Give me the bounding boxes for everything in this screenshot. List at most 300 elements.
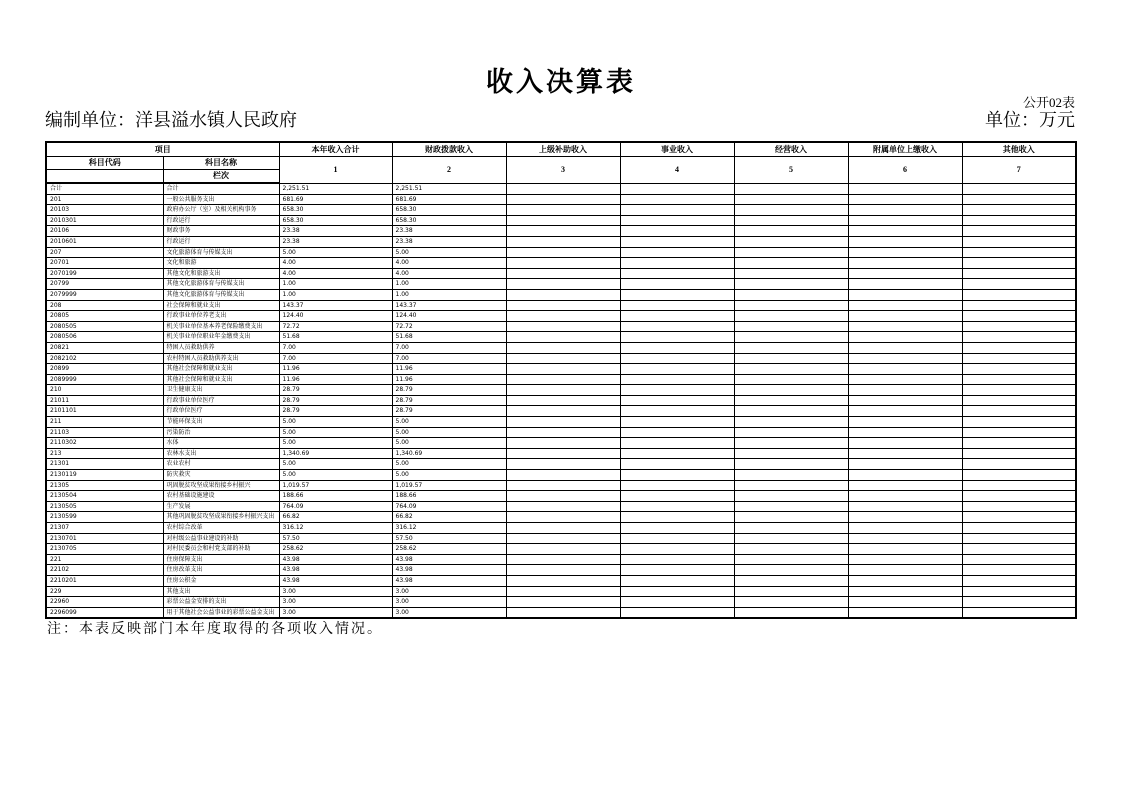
value-cell: 5.00 (392, 417, 506, 428)
table-row (46, 459, 1076, 470)
value-cell (506, 501, 620, 512)
value-cell: 1.00 (392, 279, 506, 290)
subject-name-cell: 农村综合改革 (163, 523, 279, 534)
value-cell: 764.09 (392, 501, 506, 512)
value-cell: 764.09 (279, 501, 392, 512)
subject-code-cell: 208 (46, 300, 163, 311)
meta-row (45, 106, 1075, 132)
value-cell (734, 321, 848, 332)
value-cell (962, 183, 1076, 194)
value-cell (734, 470, 848, 481)
value-cell (848, 258, 962, 269)
value-cell: 1.00 (279, 289, 392, 300)
subject-code-cell: 20805 (46, 311, 163, 322)
table-row (46, 554, 1076, 565)
value-cell: 7.00 (279, 353, 392, 364)
subject-name-cell: 农村基础设施建设 (163, 491, 279, 502)
value-cell (506, 554, 620, 565)
value-cell (848, 364, 962, 375)
value-cell (848, 385, 962, 396)
value-cell (848, 215, 962, 226)
value-cell: 2,251.51 (392, 183, 506, 194)
value-cell (620, 406, 734, 417)
value-cell: 28.79 (392, 406, 506, 417)
table-row (46, 215, 1076, 226)
table-row (46, 321, 1076, 332)
value-cell (734, 311, 848, 322)
value-cell: 57.50 (392, 533, 506, 544)
value-cell (734, 491, 848, 502)
table-row (46, 512, 1076, 523)
header-row-subtitles (46, 157, 1076, 170)
value-cell (506, 575, 620, 586)
value-cell (734, 586, 848, 597)
value-cell (506, 438, 620, 449)
value-cell: 7.00 (392, 353, 506, 364)
table-row (46, 523, 1076, 534)
value-cell (506, 523, 620, 534)
value-cell (620, 332, 734, 343)
subject-code-cell: 221 (46, 554, 163, 565)
subject-code-cell: 2010601 (46, 236, 163, 247)
value-cell (620, 512, 734, 523)
value-cell (962, 332, 1076, 343)
subject-code-cell: 201 (46, 194, 163, 205)
subject-code-cell: 20799 (46, 279, 163, 290)
subject-code-cell: 21103 (46, 427, 163, 438)
value-cell (848, 607, 962, 618)
header-col-3: 3 (506, 157, 620, 184)
header-lanci: 栏次 (163, 170, 279, 184)
subject-name-cell: 特困人员救助供养 (163, 342, 279, 353)
value-cell: 66.82 (392, 512, 506, 523)
subject-name-cell: 文化旅游体育与传媒支出 (163, 247, 279, 258)
header-operational-income: 事业收入 (620, 142, 734, 157)
value-cell (506, 258, 620, 269)
value-cell (848, 194, 962, 205)
value-cell: 658.30 (392, 205, 506, 216)
value-cell (734, 554, 848, 565)
value-cell: 66.82 (279, 512, 392, 523)
header-fiscal-appropriation-income: 财政拨款收入 (392, 142, 506, 157)
value-cell (734, 427, 848, 438)
value-cell (734, 459, 848, 470)
value-cell (962, 470, 1076, 481)
value-cell (734, 342, 848, 353)
value-cell (962, 311, 1076, 322)
value-cell (962, 533, 1076, 544)
table-row (46, 501, 1076, 512)
table-row (46, 247, 1076, 258)
subject-code-cell: 2101101 (46, 406, 163, 417)
value-cell: 143.37 (392, 300, 506, 311)
value-cell (734, 268, 848, 279)
value-cell (962, 554, 1076, 565)
value-cell: 51.68 (392, 332, 506, 343)
value-cell (620, 480, 734, 491)
value-cell: 188.66 (392, 491, 506, 502)
value-cell (506, 374, 620, 385)
value-cell (962, 417, 1076, 428)
value-cell (620, 364, 734, 375)
value-cell: 43.98 (392, 554, 506, 565)
value-cell (734, 607, 848, 618)
table-row (46, 258, 1076, 269)
table-number: 公开02表 (1022, 95, 1075, 110)
value-cell (848, 554, 962, 565)
table-row (46, 565, 1076, 576)
value-cell: 658.30 (279, 215, 392, 226)
table-row (46, 533, 1076, 544)
value-cell: 1,019.57 (279, 480, 392, 491)
value-cell: 4.00 (392, 268, 506, 279)
value-cell (734, 448, 848, 459)
value-cell: 57.50 (279, 533, 392, 544)
value-cell (506, 544, 620, 555)
value-cell (848, 523, 962, 534)
value-cell: 28.79 (392, 395, 506, 406)
table-row (46, 332, 1076, 343)
subject-name-cell: 其他文化旅游体育与传媒支出 (163, 289, 279, 300)
value-cell (620, 554, 734, 565)
header-project: 项目 (46, 142, 279, 157)
table-row (46, 607, 1076, 618)
subject-name-cell: 生产发展 (163, 501, 279, 512)
value-cell: 2,251.51 (279, 183, 392, 194)
value-cell (734, 438, 848, 449)
value-cell: 188.66 (279, 491, 392, 502)
value-cell (848, 501, 962, 512)
table-row (46, 364, 1076, 375)
value-cell (506, 459, 620, 470)
value-cell: 316.12 (279, 523, 392, 534)
value-cell (620, 183, 734, 194)
subject-code-cell: 2079999 (46, 289, 163, 300)
table-row (46, 491, 1076, 502)
value-cell (848, 586, 962, 597)
table-row (46, 268, 1076, 279)
value-cell: 43.98 (392, 565, 506, 576)
value-cell (734, 385, 848, 396)
value-cell (848, 236, 962, 247)
value-cell (962, 607, 1076, 618)
header-col-4: 4 (620, 157, 734, 184)
subject-code-cell: 2080505 (46, 321, 163, 332)
value-cell (734, 258, 848, 269)
value-cell (848, 247, 962, 258)
value-cell (962, 300, 1076, 311)
subject-code-cell: 2110302 (46, 438, 163, 449)
footnote: 注：本表反映部门本年度取得的各项收入情况。 (47, 622, 383, 637)
value-cell (962, 586, 1076, 597)
subject-code-cell: 20821 (46, 342, 163, 353)
value-cell: 28.79 (279, 385, 392, 396)
value-cell (962, 512, 1076, 523)
header-total-income: 本年收入合计 (279, 142, 392, 157)
subject-code-cell: 22102 (46, 565, 163, 576)
value-cell (734, 406, 848, 417)
value-cell: 258.62 (279, 544, 392, 555)
table-row (46, 205, 1076, 216)
subject-name-cell: 水体 (163, 438, 279, 449)
value-cell: 1,019.57 (392, 480, 506, 491)
subject-name-cell: 行政事业单位医疗 (163, 395, 279, 406)
value-cell (848, 597, 962, 608)
value-cell (506, 406, 620, 417)
value-cell (734, 395, 848, 406)
value-cell (620, 470, 734, 481)
value-cell (506, 470, 620, 481)
table-row (46, 300, 1076, 311)
value-cell (506, 353, 620, 364)
value-cell (506, 480, 620, 491)
value-cell: 5.00 (279, 417, 392, 428)
header-subordinate-unit-income: 附属单位上缴收入 (848, 142, 962, 157)
table-row (46, 586, 1076, 597)
value-cell (962, 523, 1076, 534)
value-cell (734, 194, 848, 205)
value-cell (848, 332, 962, 343)
value-cell (620, 544, 734, 555)
value-cell (506, 226, 620, 237)
value-cell (962, 427, 1076, 438)
header-subject-name: 科目名称 (163, 157, 279, 170)
table-row (46, 183, 1076, 194)
value-cell: 5.00 (279, 427, 392, 438)
value-cell: 72.72 (392, 321, 506, 332)
value-cell (620, 236, 734, 247)
header-row-groups (46, 142, 1076, 157)
value-cell: 124.40 (392, 311, 506, 322)
value-cell (962, 395, 1076, 406)
header-business-income: 经营收入 (734, 142, 848, 157)
value-cell (734, 417, 848, 428)
subject-name-cell: 住房改革支出 (163, 565, 279, 576)
subject-code-cell: 合计 (46, 183, 163, 194)
value-cell (620, 565, 734, 576)
subject-name-cell: 其他文化旅游体育与传媒支出 (163, 279, 279, 290)
value-cell (848, 448, 962, 459)
value-cell (734, 183, 848, 194)
subject-name-cell: 一般公共服务支出 (163, 194, 279, 205)
value-cell (620, 607, 734, 618)
subject-name-cell: 彩票公益金安排的支出 (163, 597, 279, 608)
table-row (46, 342, 1076, 353)
value-cell (734, 597, 848, 608)
value-cell: 28.79 (279, 395, 392, 406)
value-cell: 23.38 (279, 236, 392, 247)
value-cell (734, 289, 848, 300)
value-cell: 11.96 (279, 364, 392, 375)
value-cell (734, 501, 848, 512)
subject-code-cell: 2130701 (46, 533, 163, 544)
value-cell (848, 395, 962, 406)
subject-code-cell: 2080506 (46, 332, 163, 343)
value-cell (848, 342, 962, 353)
value-cell: 11.96 (279, 374, 392, 385)
value-cell (734, 575, 848, 586)
value-cell (962, 575, 1076, 586)
value-cell (962, 226, 1076, 237)
value-cell (506, 364, 620, 375)
value-cell (962, 544, 1076, 555)
header-col-2: 2 (392, 157, 506, 184)
value-cell (506, 321, 620, 332)
value-cell (848, 268, 962, 279)
value-cell (848, 300, 962, 311)
table-row (46, 417, 1076, 428)
value-cell (734, 279, 848, 290)
table-row (46, 279, 1076, 290)
value-cell (620, 575, 734, 586)
value-cell: 1,340.69 (392, 448, 506, 459)
page-title: 收入决算表 (486, 67, 636, 97)
value-cell (506, 194, 620, 205)
value-cell (848, 459, 962, 470)
value-cell (506, 342, 620, 353)
value-cell (962, 258, 1076, 269)
subject-name-cell: 对村级公益事业建设的补助 (163, 533, 279, 544)
subject-name-cell: 农村特困人员救助供养支出 (163, 353, 279, 364)
value-cell: 5.00 (392, 247, 506, 258)
subject-name-cell: 其他支出 (163, 586, 279, 597)
value-cell (620, 247, 734, 258)
header-superior-subsidy-income: 上级补助收入 (506, 142, 620, 157)
value-cell: 4.00 (392, 258, 506, 269)
value-cell (962, 279, 1076, 290)
value-cell (620, 459, 734, 470)
value-cell (506, 427, 620, 438)
value-cell: 23.38 (392, 226, 506, 237)
value-cell (848, 374, 962, 385)
value-cell (734, 523, 848, 534)
value-cell: 3.00 (279, 586, 392, 597)
value-cell: 124.40 (279, 311, 392, 322)
value-cell: 681.69 (392, 194, 506, 205)
value-cell: 1.00 (279, 279, 392, 290)
table-row (46, 406, 1076, 417)
table-row (46, 427, 1076, 438)
value-cell (506, 586, 620, 597)
value-cell (506, 279, 620, 290)
value-cell (848, 533, 962, 544)
subject-code-cell: 20106 (46, 226, 163, 237)
value-cell: 1.00 (392, 289, 506, 300)
value-cell: 23.38 (392, 236, 506, 247)
value-cell: 43.98 (392, 575, 506, 586)
value-cell (506, 395, 620, 406)
value-cell (620, 311, 734, 322)
value-cell (962, 353, 1076, 364)
value-cell (962, 459, 1076, 470)
value-cell (848, 565, 962, 576)
value-cell (962, 205, 1076, 216)
value-cell (848, 491, 962, 502)
value-cell (620, 491, 734, 502)
table-row (46, 544, 1076, 555)
value-cell (620, 501, 734, 512)
value-cell: 28.79 (392, 385, 506, 396)
value-cell: 4.00 (279, 258, 392, 269)
subject-name-cell: 合计 (163, 183, 279, 194)
income-final-accounts-table (45, 141, 1077, 619)
table-row (46, 374, 1076, 385)
value-cell: 11.96 (392, 364, 506, 375)
value-cell (506, 183, 620, 194)
value-cell: 3.00 (392, 607, 506, 618)
value-cell: 3.00 (392, 597, 506, 608)
subject-name-cell: 行政单位医疗 (163, 406, 279, 417)
subject-code-cell: 20103 (46, 205, 163, 216)
subject-name-cell: 行政事业单位养老支出 (163, 311, 279, 322)
value-cell (506, 565, 620, 576)
value-cell (620, 342, 734, 353)
value-cell: 316.12 (392, 523, 506, 534)
subject-code-cell: 210 (46, 385, 163, 396)
value-cell (506, 289, 620, 300)
value-cell: 5.00 (279, 459, 392, 470)
subject-code-cell: 2296099 (46, 607, 163, 618)
table-row (46, 480, 1076, 491)
table-row (46, 597, 1076, 608)
value-cell (962, 236, 1076, 247)
value-cell: 3.00 (279, 607, 392, 618)
table-row (46, 194, 1076, 205)
value-cell (734, 236, 848, 247)
value-cell (506, 448, 620, 459)
subject-code-cell: 22960 (46, 597, 163, 608)
table-row (46, 385, 1076, 396)
value-cell (734, 226, 848, 237)
value-cell: 3.00 (279, 597, 392, 608)
subject-code-cell: 2130505 (46, 501, 163, 512)
subject-code-cell: 21307 (46, 523, 163, 534)
subject-code-cell: 20701 (46, 258, 163, 269)
table-row (46, 438, 1076, 449)
value-cell (962, 268, 1076, 279)
value-cell (620, 417, 734, 428)
table-row (46, 395, 1076, 406)
subject-name-cell: 住房保障支出 (163, 554, 279, 565)
table-row (46, 575, 1076, 586)
subject-name-cell: 其他文化和旅游支出 (163, 268, 279, 279)
value-cell: 143.37 (279, 300, 392, 311)
value-cell (506, 607, 620, 618)
subject-code-cell: 229 (46, 586, 163, 597)
value-cell (620, 289, 734, 300)
value-cell (848, 544, 962, 555)
value-cell: 3.00 (392, 586, 506, 597)
value-cell (848, 311, 962, 322)
value-cell: 5.00 (392, 470, 506, 481)
table-row (46, 470, 1076, 481)
subject-code-cell: 21301 (46, 459, 163, 470)
subject-code-cell: 21305 (46, 480, 163, 491)
value-cell (620, 438, 734, 449)
value-cell (620, 533, 734, 544)
subject-name-cell: 政府办公厅（室）及相关机构事务 (163, 205, 279, 216)
value-cell (620, 448, 734, 459)
value-cell (620, 268, 734, 279)
value-cell (962, 289, 1076, 300)
table-row (46, 226, 1076, 237)
subject-code-cell: 2010301 (46, 215, 163, 226)
value-cell (962, 374, 1076, 385)
value-cell (734, 565, 848, 576)
value-cell (620, 374, 734, 385)
table-header (46, 142, 1076, 183)
header-col-6: 6 (848, 157, 962, 184)
